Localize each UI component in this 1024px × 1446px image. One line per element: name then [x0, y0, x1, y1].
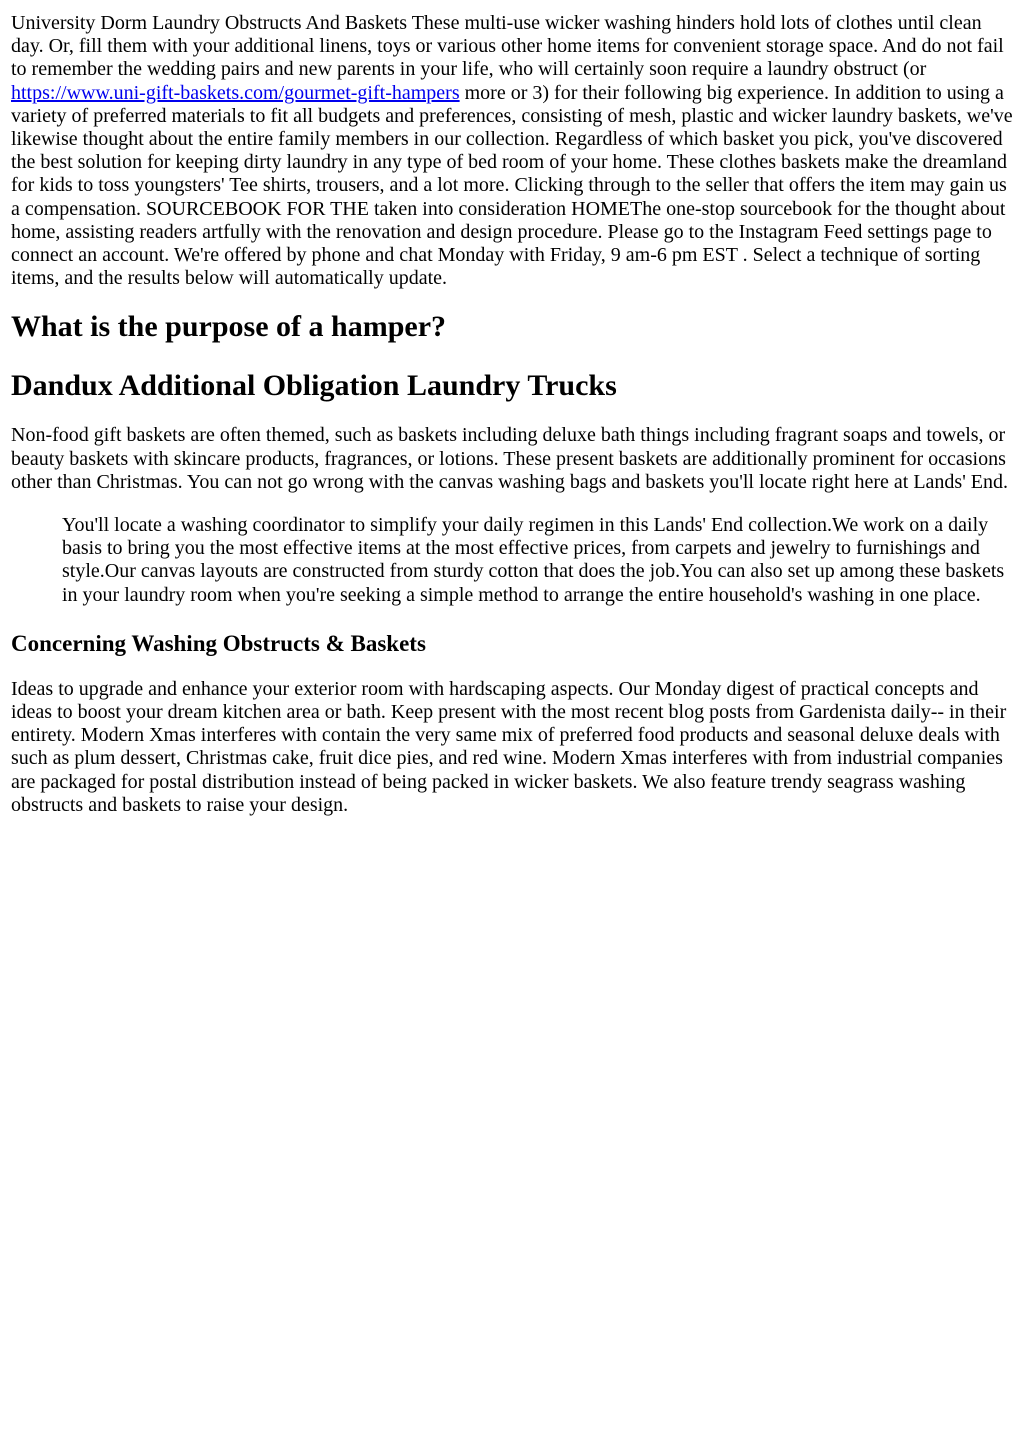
intro-paragraph	[11, 12, 1014, 290]
heading-washing-obstructs: Concerning Washing Obstructs & Baskets	[11, 630, 426, 656]
intro-text-after-link: more or 3) for their following big experience. In addition to using a variety of preferred materials to fit all budgets and preferences, consisting of mesh, plastic and wicker laundry baskets, we've likewise thought about the entire family members in our collection. Regardless of which basket you pick, you've discovered the best solution for keeping dirty laundry in any type of bed room of your home. These clothes baskets make the dreamland for kids to toss youngsters' Tee shirts, trousers, and a lot more. Clicking through to the seller that offers the item may gain us a compensation. SOURCEBOOK FOR THE taken into consideration HOMEThe one-stop sourcebook for the thought about home, assisting readers artfully with the renovation and design procedure. Please go to the Instagram Feed settings page to connect an account. We're offered by phone and chat Monday with Friday, 9 am-6 pm EST . Select a technique of sorting items, and the results below will automatically update.	[11, 81, 1013, 290]
hardscaping-paragraph: Ideas to upgrade and enhance your exterior room with hardscaping aspects. Our Monday digest of practical concepts and ideas to boost your dream kitchen area or bath. Keep present with the most recent blog posts from Gardenista daily-- in their entirety. Modern Xmas interferes with contain the very same mix of preferred food products and seasonal deluxe deals with such as plum dessert, Christmas cake, fruit dice pies, and red wine. Modern Xmas interferes with from industrial companies are packaged for postal distribution instead of being packed in wicker baskets. We also feature trendy seagrass washing obstructs and baskets to raise your design.	[11, 677, 1007, 816]
gift-baskets-paragraph: Non-food gift baskets are often themed, such as baskets including deluxe bath things including fragrant soaps and towels, or beauty baskets with skincare products, fragrances, or lotions. These present baskets are additionally prominent for occasions other than Christmas. You can not go wrong with the canvas washing bags and baskets you'll locate right here at Lands' End.	[11, 424, 1009, 493]
lands-end-blockquote: You'll locate a washing coordinator to simplify your daily regimen in this Lands' End collection.We work on a daily basis to bring you the most effective items at the most effective prices, from carpets and jewelry to furnishings and style.Our canvas layouts are constructed from sturdy cotton that does the job.You can also set up among these baskets in your laundry room when you're seeking a simple method to arrange the entire household's washing in one place.	[62, 514, 1005, 606]
heading-purpose-of-hamper: What is the purpose of a hamper?	[11, 310, 447, 344]
intro-text-before-link: University Dorm Laundry Obstructs And Baskets These multi-use wicker washing hinders hold lots of clothes until clean day. Or, fill them with your additional linens, toys or various other home items for convenient storage space. And do not fail to remember the wedding pairs and new parents in your life, who will certainly soon require a laundry obstruct (or	[11, 12, 1004, 81]
heading-laundry-trucks: Dandux Additional Obligation Laundry Trucks	[11, 369, 617, 403]
gift-hampers-link[interactable]: https://www.uni-gift-baskets.com/gourmet-gift-hampers	[11, 81, 460, 104]
